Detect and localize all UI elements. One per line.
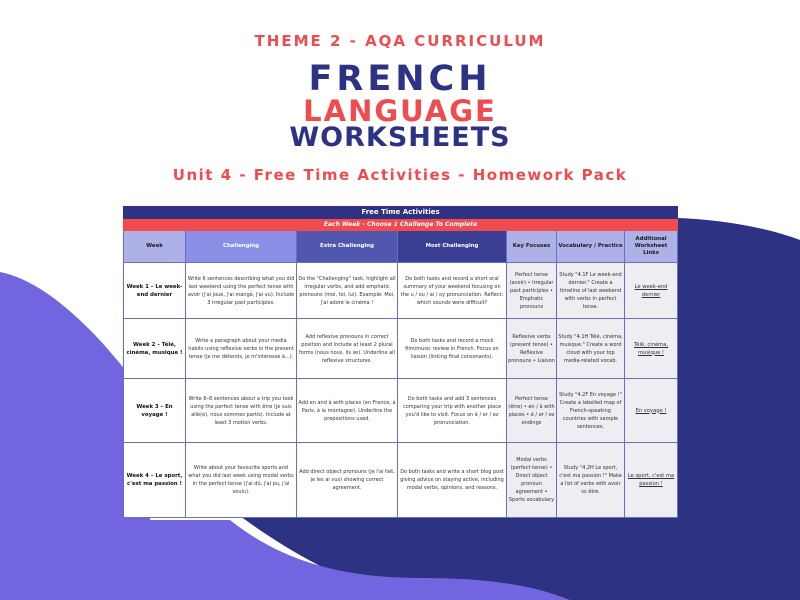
col-header-links: Additional Worksheet Links <box>625 231 678 263</box>
title-language: LANGUAGE <box>303 94 497 128</box>
table-row <box>124 263 678 319</box>
extra-challenging-cell: Add direct object pronouns (je l'ai fait, je les ai vus) showing correct agreement. <box>297 443 398 518</box>
links-cell <box>625 379 678 443</box>
unit-subtitle: Unit 4 - Free Time Activities - Homework Pack <box>172 166 628 184</box>
col-header-vocabulary: Vocabulary / Practice <box>557 231 625 263</box>
col-header-week: Week <box>124 231 186 263</box>
col-header-challenging: Challenging <box>186 231 297 263</box>
homework-table <box>123 206 677 517</box>
links-cell <box>625 443 678 518</box>
vocabulary-cell: Study "4.2F En voyage !" Create a labelled map of French-speaking countries with sample sentences. <box>557 379 625 443</box>
table-subtitle-row <box>124 219 678 231</box>
vocabulary-cell: Study "4.2H Le sport, c'est ma passion !" Make a list of verbs with avoir vs être. <box>557 443 625 518</box>
col-header-most-challenging: Most Challenging <box>398 231 507 263</box>
worksheet-link[interactable]: Télé, cinéma, musique ! <box>633 341 669 356</box>
table-title-row <box>124 207 678 219</box>
title-worksheets: WORKSHEETS <box>289 122 511 153</box>
key-focuses-cell: Perfect tense (avoir) • Irregular past participles • Emphatic pronouns <box>507 263 557 319</box>
theme-label: THEME 2 - AQA CURRICULUM <box>254 32 546 50</box>
extra-challenging-cell: Do the "Challenging" task, highlight all irregular verbs, and add emphatic pronouns (moi, toi, lui). Example: Moi, j'ai adoré le cinéma ! <box>297 263 398 319</box>
links-cell <box>625 319 678 379</box>
links-cell <box>625 263 678 319</box>
table-row <box>124 319 678 379</box>
col-header-key-focuses: Key Focuses <box>507 231 557 263</box>
week-cell: Week 2 – Télé, cinéma, musique ! <box>124 319 186 379</box>
table-subtitle: Each Week - Choose 1 Challenge To Complete <box>124 219 678 231</box>
challenging-cell: Write about your favourite sports and what you did last week using modal verbs in the perfect tense (j'ai dû, j'ai pu, j'ai voulu). <box>186 443 297 518</box>
challenging-cell: Write 6–8 sentences about a trip you took using the perfect tense with être (je suis allé(e), nous sommes partis). Include at least 3 motion verbs. <box>186 379 297 443</box>
vocabulary-cell: Study "4.1H Télé, cinéma, musique." Create a word cloud with your top media-related vocab. <box>557 319 625 379</box>
week-cell: Week 4 – Le sport, c'est ma passion ! <box>124 443 186 518</box>
extra-challenging-cell: Add en and à with places (en France, à Paris, à la montagne). Underline the prepositions used. <box>297 379 398 443</box>
worksheet-link[interactable]: En voyage ! <box>635 407 667 414</box>
most-challenging-cell: Do both tasks and add 3 sentences comparing your trip with another place you'd like to visit. Focus on é / er / ez pronunciation. <box>398 379 507 443</box>
vocabulary-cell: Study "4.1F Le week-end dernier." Create a timeline of last weekend with verbs in perfect tense. <box>557 263 625 319</box>
table-row <box>124 379 678 443</box>
title-french: FRENCH <box>308 59 492 99</box>
week-cell: Week 3 – En voyage ! <box>124 379 186 443</box>
challenging-cell: Write 6 sentences describing what you did last weekend using the perfect tense with avoir (j'ai joué, j'ai mangé, j'ai vu). Include 3 irregular past participles. <box>186 263 297 319</box>
key-focuses-cell: Modal verbs (perfect tense) • Direct object pronoun agreement • Sports vocabulary <box>507 443 557 518</box>
most-challenging-cell: Do both tasks and record a mock film/music review in French. Focus on liaison (linking final consonants). <box>398 319 507 379</box>
key-focuses-cell: Perfect tense (être) • en / à with places • é / er / ez endings <box>507 379 557 443</box>
activities-table <box>123 206 678 518</box>
most-challenging-cell: Do both tasks and record a short oral summary of your weekend focusing on the u / ou / ai / oy pronunciation. Reflect: which sounds were difficult? <box>398 263 507 319</box>
table-header-row <box>124 231 678 263</box>
most-challenging-cell: Do both tasks and write a short blog post giving advice on staying active, including modal verbs, opinions, and reasons. <box>398 443 507 518</box>
key-focuses-cell: Reflexive verbs (present tense) • Reflexive pronouns • Liaison <box>507 319 557 379</box>
worksheet-link[interactable]: Le sport, c'est ma passion ! <box>627 473 675 487</box>
worksheet-link[interactable]: Le week-end dernier <box>634 283 668 298</box>
table-title: Free Time Activities <box>124 207 678 219</box>
week-cell: Week 1 – Le week-end dernier <box>124 263 186 319</box>
table-row <box>124 443 678 518</box>
extra-challenging-cell: Add reflexive pronouns in correct position and include at least 2 plural forms (nous nous, ils se). Underline all reflexive structures. <box>297 319 398 379</box>
col-header-extra-challenging: Extra Challenging <box>297 231 398 263</box>
challenging-cell: Write a paragraph about your media habits using reflexive verbs in the present tense (je me détends, je m'intéresse à...). <box>186 319 297 379</box>
